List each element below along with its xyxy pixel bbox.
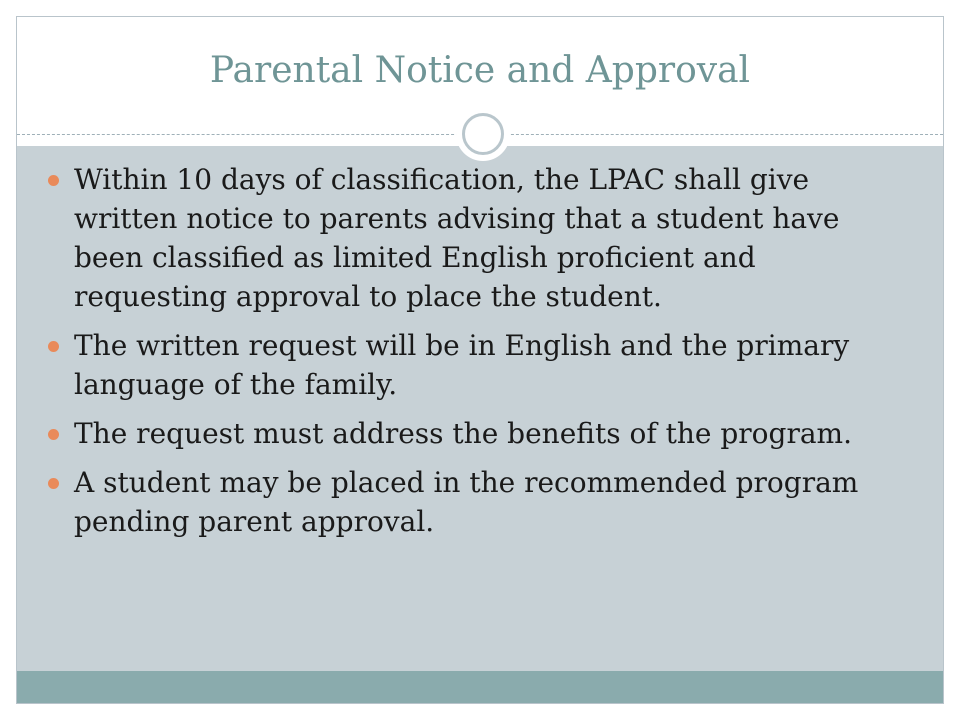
bullet-marker-icon: [48, 478, 59, 489]
bullet-list: [48, 160, 868, 551]
slide-title: Parental Notice and Approval: [209, 50, 751, 91]
bullet-text: A student may be placed in the recommended program pending parent approval.: [74, 466, 859, 538]
bullet-text: Within 10 days of classification, the LPAC shall give written notice to parents advising that a student have been classified as limited English proficient and requesting approval to place the student.: [74, 163, 840, 313]
bullet-item: [48, 414, 868, 453]
bullet-text: The written request will be in English and the primary language of the family.: [74, 329, 850, 401]
footer-band: [17, 671, 943, 704]
circle-ornament-icon: [456, 107, 510, 161]
bullet-marker-icon: [48, 429, 59, 440]
bullet-marker-icon: [48, 175, 59, 186]
bullet-marker-icon: [48, 341, 59, 352]
bullet-item: [48, 160, 868, 316]
bullet-item: [48, 463, 868, 541]
bullet-item: [48, 326, 868, 404]
bullet-text: The request must address the benefits of the program.: [74, 417, 852, 450]
circle-ring: [462, 113, 504, 155]
